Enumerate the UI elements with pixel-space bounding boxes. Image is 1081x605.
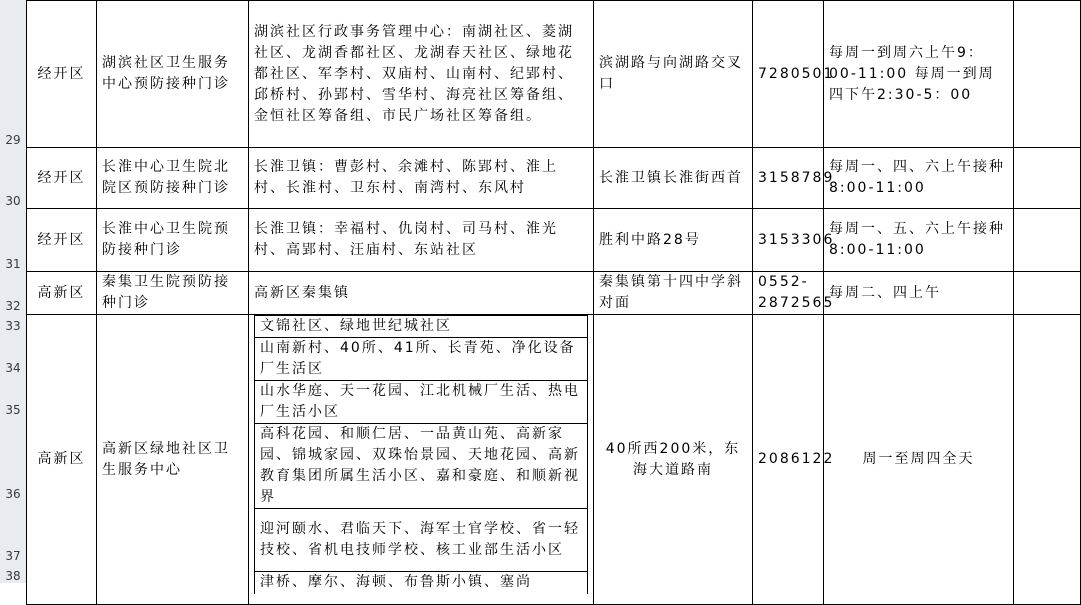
row-number[interactable]: 35 — [5, 403, 21, 417]
service-area-cell[interactable]: 高新区秦集镇 — [249, 272, 594, 315]
row-number[interactable]: 38 — [5, 569, 21, 583]
service-area-cell — [249, 315, 594, 605]
empty-cell[interactable] — [1014, 1, 1081, 148]
phone-cell[interactable]: 0552-2872565 — [753, 272, 824, 315]
hours-cell[interactable]: 每周一到周六上午9：00-11:00 每周一到周四下午2:30-5：00 — [824, 1, 1014, 148]
address-cell[interactable]: 胜利中路28号 — [594, 209, 753, 272]
row-number[interactable]: 34 — [5, 361, 21, 375]
address-cell[interactable]: 长淮卫镇长淮街西首 — [594, 148, 753, 209]
service-area-item[interactable]: 迎河颐水、君临天下、海军士官学校、省一轻技校、省机电技师学校、核工业部生活小区 — [255, 509, 588, 572]
empty-cell[interactable] — [1014, 272, 1081, 315]
row-number[interactable]: 31 — [5, 257, 21, 271]
phone-cell[interactable]: 3153306 — [753, 209, 824, 272]
service-area-item[interactable]: 山水华庭、天一花园、江北机械厂生活、热电厂生活小区 — [255, 381, 588, 424]
row-number[interactable]: 37 — [5, 549, 21, 563]
district-cell[interactable]: 高新区 — [27, 315, 97, 605]
service-area-cell[interactable]: 长淮卫镇：曹彭村、余滩村、陈郢村、淮上村、长淮村、卫东村、南湾村、东风村 — [249, 148, 594, 209]
empty-cell[interactable] — [1014, 148, 1081, 209]
service-area-item[interactable]: 山南新村、40所、41所、长青苑、净化设备厂生活区 — [255, 338, 588, 381]
district-cell[interactable]: 经开区 — [27, 148, 97, 209]
address-cell[interactable]: 40所西200米，东海大道路南 — [594, 315, 753, 605]
empty-cell[interactable] — [1014, 209, 1081, 272]
table-row — [27, 315, 1081, 605]
service-area-item[interactable]: 高科花园、和顺仁居、一品黄山苑、高新家园、锦城家园、双珠怡景园、天地花园、高新教育集团所属生活小区、嘉和豪庭、和顺新视界 — [255, 424, 588, 509]
service-area-subtable — [254, 315, 588, 594]
clinic-name-cell[interactable]: 长淮中心卫生院预防接种门诊 — [97, 209, 249, 272]
row-number[interactable]: 29 — [5, 133, 21, 147]
hours-cell[interactable]: 每周二、四上午 — [824, 272, 1014, 315]
service-area-item[interactable]: 文锦社区、绿地世纪城社区 — [255, 316, 588, 338]
hours-cell[interactable]: 周一至周四全天 — [824, 315, 1014, 605]
phone-cell[interactable]: 2086122 — [753, 315, 824, 605]
phone-cell[interactable]: 3158789 — [753, 148, 824, 209]
hours-cell[interactable]: 每周一、四、六上午接种8:00-11:00 — [824, 148, 1014, 209]
district-cell[interactable]: 经开区 — [27, 209, 97, 272]
clinic-name-cell[interactable]: 秦集卫生院预防接种门诊 — [97, 272, 249, 315]
table-row — [27, 148, 1081, 209]
row-number[interactable]: 36 — [5, 487, 21, 501]
empty-cell[interactable] — [1014, 315, 1081, 605]
clinic-name-cell[interactable]: 湖滨社区卫生服务中心预防接种门诊 — [97, 1, 249, 148]
district-cell[interactable]: 经开区 — [27, 1, 97, 148]
phone-cell[interactable]: 7280501 — [753, 1, 824, 148]
service-area-cell[interactable]: 长淮卫镇：幸福村、仇岗村、司马村、淮光村、高郢村、汪庙村、东站社区 — [249, 209, 594, 272]
row-number[interactable]: 33 — [5, 319, 21, 333]
row-number[interactable]: 30 — [5, 194, 21, 208]
table-row — [27, 209, 1081, 272]
hours-cell[interactable]: 每周一、五、六上午接种8:00-11:00 — [824, 209, 1014, 272]
vaccination-clinic-table — [26, 0, 1081, 605]
table-row — [27, 1, 1081, 148]
address-cell[interactable]: 秦集镇第十四中学斜对面 — [594, 272, 753, 315]
district-cell[interactable]: 高新区 — [27, 272, 97, 315]
clinic-name-cell[interactable]: 长淮中心卫生院北院区预防接种门诊 — [97, 148, 249, 209]
address-cell[interactable]: 滨湖路与向湖路交叉口 — [594, 1, 753, 148]
service-area-cell[interactable]: 湖滨社区行政事务管理中心：南湖社区、菱湖社区、龙湖香都社区、龙湖春天社区、绿地花都社区、军李村、双庙村、山南村、纪郢村、邱桥村、孙郢村、雪华村、海亮社区筹备组、金恒社区筹备组、市民广场社区筹备组。 — [249, 1, 594, 148]
service-area-item[interactable]: 津桥、摩尔、海顿、布鲁斯小镇、塞尚 — [255, 572, 588, 594]
table-row — [27, 272, 1081, 315]
row-number[interactable]: 32 — [5, 299, 21, 313]
clinic-name-cell[interactable]: 高新区绿地社区卫生服务中心 — [97, 315, 249, 605]
